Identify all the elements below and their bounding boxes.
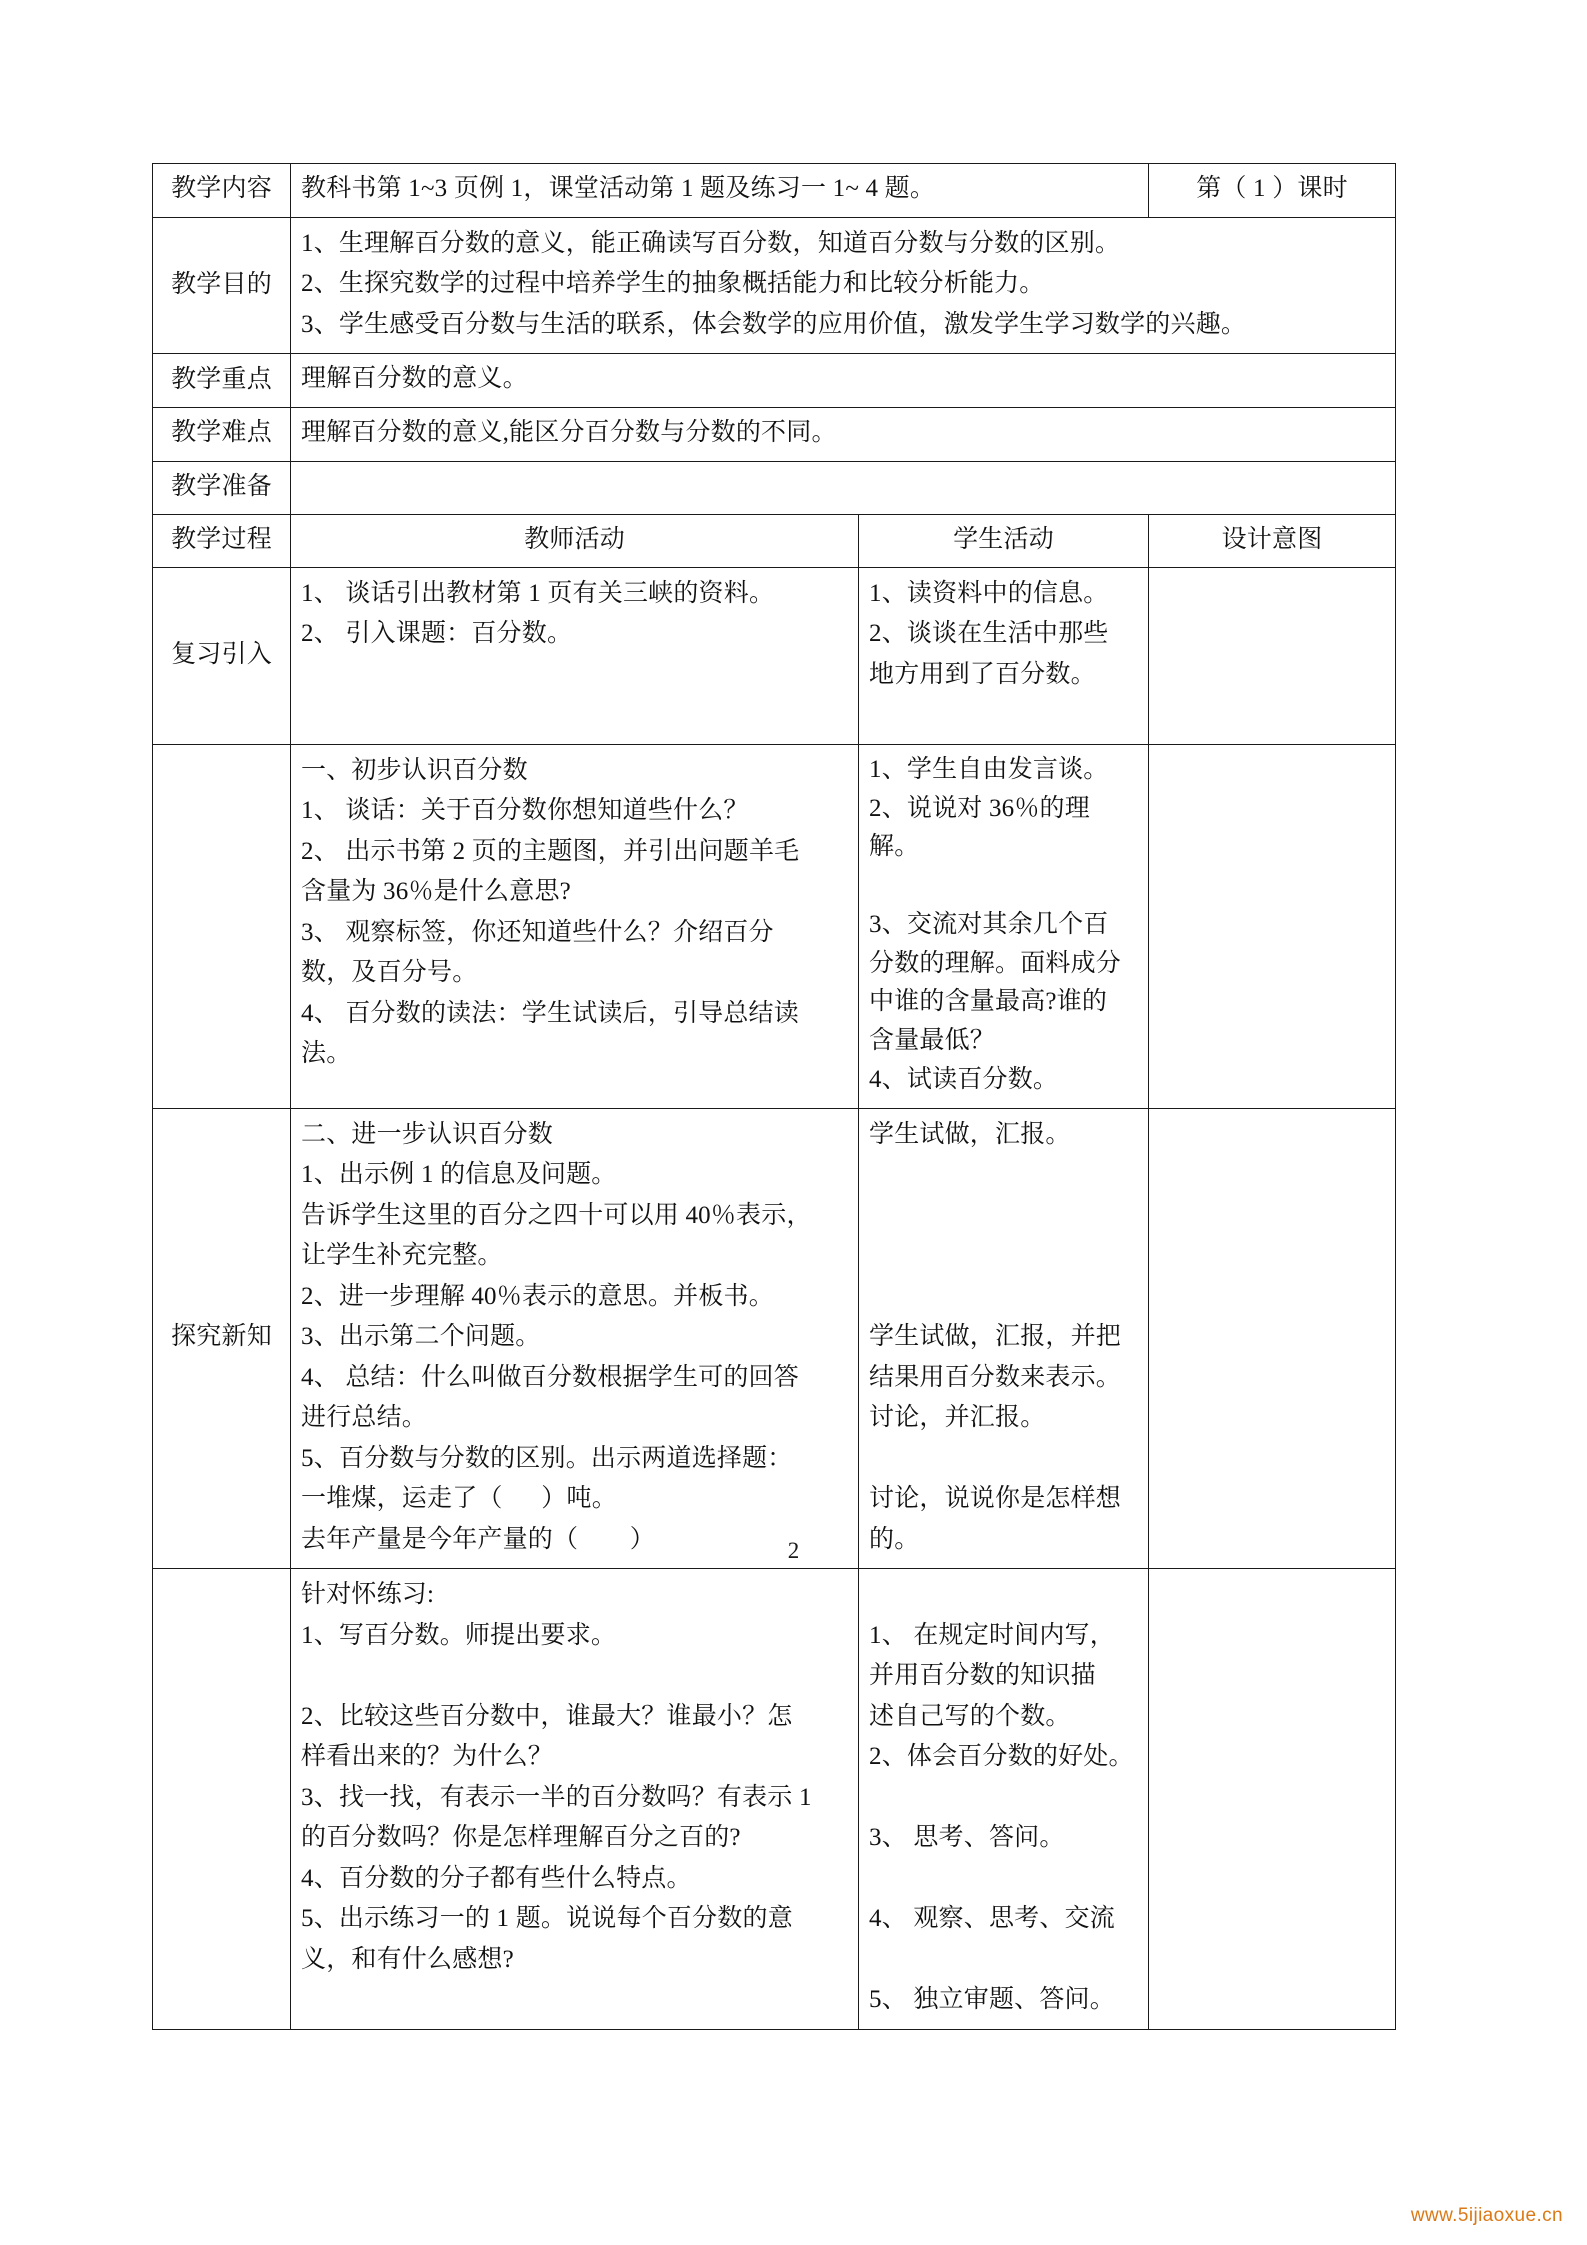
explore3-student-line-7: 5、 独立审题、答问。 (869, 1986, 1115, 2013)
explore1-teacher-line-5: 3、 观察标签，你还知道些什么？介绍百分 (301, 918, 774, 946)
teaching-objective-value (291, 217, 1396, 354)
row-label-preparation: 教学准备 (153, 461, 291, 514)
explore3-student-spacer-0 (869, 1575, 1138, 1616)
explore2-teacher-line-7: 4、 总结：什么叫做百分数根据学生可的回答 (301, 1363, 799, 1391)
teaching-content-value (291, 164, 1149, 218)
explore3-teacher-line-7: 4、百分数的分子都有些什么特点。 (301, 1864, 692, 1892)
explore2-teacher-line-3: 告诉学生这里的百分之四十可以用 40％表示， (301, 1201, 812, 1229)
explore1-teacher-line-8: 法。 (301, 1040, 352, 1068)
explore2-teacher-line-4: 让学生补充完整。 (301, 1242, 503, 1269)
explore1-student-line-5: 中谁的含量最高?谁的 (869, 988, 1108, 1016)
key-point-text: 理解百分数的意义。 (301, 365, 528, 393)
explore2-student-line-2: 学生试做，汇报，并把 (869, 1323, 1122, 1350)
explore2-teacher-line-9: 5、百分数与分数的区别。出示两道选择题： (301, 1444, 793, 1472)
explore1-student-line-6: 含量最低？ (869, 1027, 996, 1054)
table-row-teaching-content (153, 164, 1396, 218)
explore2-student-cell (859, 1108, 1149, 1569)
explore3-student-cell (859, 1569, 1149, 2030)
review-teacher-cell (291, 567, 859, 744)
review-student-cell (859, 567, 1149, 744)
explore3-design-cell (1149, 1569, 1396, 2030)
explore3-student-line-1: 1、 在规定时间内写， (869, 1621, 1115, 1649)
explore3-student-spacer-3 (869, 1940, 1138, 1981)
explore2-teacher-line-5: 2、进一步理解 40％表示的意思。并板书。 (301, 1282, 774, 1310)
table-row-explore-block-3 (153, 1569, 1396, 2030)
explore1-teacher-line-4: 含量为 36％是什么意思? (301, 878, 571, 906)
table-row-difficulty (153, 408, 1396, 462)
table-row-key-point (153, 354, 1396, 408)
table-row-preparation (153, 461, 1396, 514)
row-label-explore-new: 探究新知 (153, 1108, 291, 1569)
explore3-teacher-line-9: 义，和有什么感想? (301, 1945, 514, 1973)
explore3-teacher-line-4: 样看出来的？为什么？ (301, 1743, 554, 1770)
difficulty-text: 理解百分数的意义,能区分百分数与分数的不同。 (301, 419, 837, 446)
explore1-student-line-7: 4、试读百分数。 (869, 1065, 1059, 1093)
explore2-teacher-cell (291, 1108, 859, 1569)
difficulty-value (291, 408, 1396, 462)
class-period-cell (1149, 164, 1396, 218)
review-design-cell (1149, 567, 1396, 744)
explore3-teacher-spacer (301, 1656, 848, 1697)
explore3-student-line-4: 2、体会百分数的好处。 (869, 1743, 1134, 1770)
explore1-student-line-2: 2、说说对 36％的理解。 (869, 794, 1090, 861)
explore3-teacher-line-1: 针对怀练习: (301, 1581, 435, 1608)
explore2-student-line-3: 结果用百分数来表示。 (869, 1363, 1122, 1391)
explore3-student-line-2: 并用百分数的知识描 (869, 1662, 1096, 1689)
explore2-teacher-line-2: 1、出示例 1 的信息及问题。 (301, 1161, 617, 1188)
explore2-student-line-1: 学生试做，汇报。 (869, 1120, 1071, 1148)
review-teacher-line-1: 1、 谈话引出教材第 1 页有关三峡的资料。 (301, 579, 775, 607)
key-point-value (291, 354, 1396, 408)
explore1-design-cell (1149, 744, 1396, 1108)
explore1-student-line-1: 1、学生自由发言谈。 (869, 755, 1109, 783)
header-student-activity: 学生活动 (859, 514, 1149, 567)
explore3-student-line-5: 3、 思考、答问。 (869, 1824, 1065, 1851)
row-label-teaching-objective: 教学目的 (153, 217, 291, 354)
objective-line-1: 1、生理解百分数的意义，能正确读写百分数，知道百分数与分数的区别。 (301, 229, 1121, 257)
row-label-key-point: 教学重点 (153, 354, 291, 408)
explore2-student-spacer-5 (869, 1439, 1138, 1480)
explore3-teacher-cell (291, 1569, 859, 2030)
table-row-explore-block-1 (153, 744, 1396, 1108)
explore3-teacher-line-8: 5、出示练习一的 1 题。说说每个百分数的意 (301, 1905, 793, 1932)
review-teacher-spacer-2 (301, 695, 848, 736)
row-label-difficulty: 教学难点 (153, 408, 291, 462)
lesson-plan-table (152, 163, 1396, 2030)
explore3-teacher-line-3: 2、比较这些百分数中，谁最大？谁最小？怎 (301, 1702, 793, 1730)
class-period-text: 第（ 1 ）课时 (1196, 175, 1348, 202)
explore2-teacher-line-11: 去年产量是今年产量的（ ） (301, 1525, 656, 1553)
review-teacher-spacer-1 (301, 655, 848, 696)
explore1-teacher-line-2: 1、 谈话：关于百分数你想知道些什么？ (301, 797, 749, 825)
table-row-process-header (153, 514, 1396, 567)
table-row-explore-block-2 (153, 1108, 1396, 1569)
header-teacher-activity: 教师活动 (291, 514, 859, 567)
explore1-teacher-cell (291, 744, 859, 1108)
teaching-content-text: 教科书第 1~3 页例 1，课堂活动第 1 题及练习一 1~ 4 题。 (301, 175, 936, 202)
explore2-teacher-line-6: 3、出示第二个问题。 (301, 1323, 541, 1350)
explore3-teacher-line-5: 3、找一找，有表示一半的百分数吗？有表示 1 (301, 1783, 812, 1811)
explore2-student-spacer-3 (869, 1236, 1138, 1277)
explore2-teacher-line-10: 一堆煤，运走了（ ）吨。 (301, 1485, 617, 1512)
row-label-process: 教学过程 (153, 514, 291, 567)
explore3-student-line-3: 述自己写的个数。 (869, 1702, 1071, 1730)
explore2-student-line-4: 讨论，并汇报。 (869, 1404, 1046, 1431)
explore3-student-spacer-2 (869, 1859, 1138, 1900)
explore2-student-line-6: 的。 (869, 1525, 920, 1553)
explore1-teacher-line-6: 数，及百分号。 (301, 959, 478, 987)
explore2-teacher-line-1: 二、进一步认识百分数 (301, 1120, 554, 1148)
explore3-teacher-line-6: 的百分数吗？你是怎样理解百分之百的? (301, 1824, 741, 1851)
table-row-teaching-objective (153, 217, 1396, 354)
header-design-intent: 设计意图 (1149, 514, 1396, 567)
explore2-student-spacer-4 (869, 1277, 1138, 1318)
site-watermark: www.5ijiaoxue.cn (1410, 2205, 1563, 2226)
objective-line-3: 3、学生感受百分数与生活的联系，体会数学的应用价值，激发学生学习数学的兴趣。 (301, 310, 1247, 338)
row-label-explore-spacer-1 (153, 744, 291, 1108)
page-number: 2 (787, 1538, 800, 1563)
row-label-explore-spacer-2 (153, 1569, 291, 2030)
explore2-design-cell (1149, 1108, 1396, 1569)
explore3-student-line-6: 4、 观察、思考、交流 (869, 1905, 1115, 1932)
explore1-teacher-line-1: 一、初步认识百分数 (301, 756, 528, 784)
explore2-student-line-5: 讨论，说说你是怎样想 (869, 1485, 1122, 1512)
row-label-teaching-content: 教学内容 (153, 164, 291, 218)
explore1-teacher-line-7: 4、 百分数的读法：学生试读后，引导总结读 (301, 999, 799, 1027)
review-student-line-1: 1、读资料中的信息。 (869, 579, 1109, 607)
explore3-teacher-line-2: 1、写百分数。师提出要求。 (301, 1621, 617, 1649)
explore1-student-spacer (869, 867, 1138, 906)
review-teacher-line-2: 2、 引入课题：百分数。 (301, 620, 573, 648)
explore1-student-line-4: 分数的理解。面料成分 (869, 949, 1122, 977)
table-row-review-intro (153, 567, 1396, 744)
explore2-student-spacer-2 (869, 1196, 1138, 1237)
explore1-teacher-line-3: 2、 出示书第 2 页的主题图，并引出问题羊毛 (301, 837, 800, 865)
explore1-student-cell (859, 744, 1149, 1108)
objective-line-2: 2、生探究数学的过程中培养学生的抽象概括能力和比较分析能力。 (301, 270, 1045, 298)
review-student-line-2: 2、谈谈在生活中那些 (869, 620, 1109, 648)
explore3-student-spacer-1 (869, 1778, 1138, 1819)
explore1-student-line-3: 3、交流对其余几个百 (869, 910, 1109, 938)
row-label-review-intro: 复习引入 (153, 567, 291, 744)
review-student-line-3: 地方用到了百分数。 (869, 660, 1096, 688)
explore2-student-spacer-1 (869, 1155, 1138, 1196)
explore2-teacher-line-8: 进行总结。 (301, 1404, 428, 1431)
preparation-value (291, 461, 1396, 514)
